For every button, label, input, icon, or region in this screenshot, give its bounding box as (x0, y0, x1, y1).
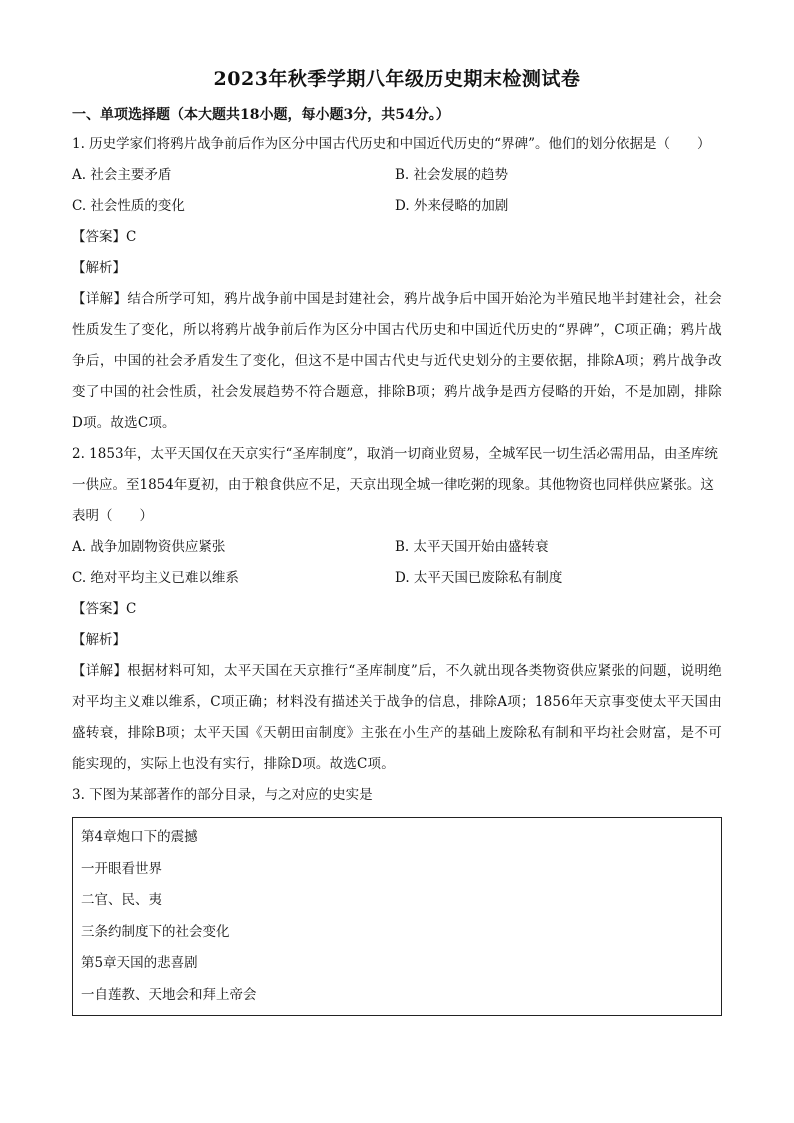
section-heading: 一、单项选择题（本大题共18小题，每小题3分，共54分。） (72, 107, 450, 123)
option-c: C. 绝对平均主义已难以维系 (72, 570, 239, 586)
question-2-stem: 2. 1853年，太平天国仅在天京实行“圣库制度”，取消一切商业贸易，全城军民一切生活必需用品，由圣库统一供应。至1854年夏初，由于粮食供应不足，天京出现全城一律吃粥的现象。其他物资也同样供应紧张。这表明（ ） (72, 446, 718, 524)
toc-line: 一开眼看世界 (81, 860, 162, 877)
question-1 (72, 133, 722, 439)
question-3-stem: 3. 下图为某部著作的部分目录，与之对应的史实是 (72, 787, 373, 803)
answer-label: 【答案】C (72, 229, 137, 245)
answer-label: 【答案】C (72, 601, 137, 617)
option-d: D. 太平天国已废除私有制度 (395, 570, 563, 586)
table-of-contents-box (72, 817, 722, 1016)
option-b: B. 太平天国开始由盛转衰 (395, 539, 549, 555)
option-b: B. 社会发展的趋势 (395, 167, 509, 183)
question-2 (72, 439, 722, 780)
toc-line: 一自莲教、天地会和拜上帝会 (81, 986, 257, 1003)
option-c: C. 社会性质的变化 (72, 198, 185, 214)
exam-title: 2023年秋季学期八年级历史期末检测试卷 (213, 68, 581, 90)
option-a: A. 社会主要矛盾 (72, 167, 172, 183)
question-3 (72, 780, 722, 1016)
analysis-label: 【解析】 (72, 632, 126, 648)
question-1-stem: 1. 历史学家们将鸦片战争前后作为区分中国古代历史和中国近代历史的“界碑”。他们的划分依据是（ ） (72, 136, 711, 152)
detail-text: 【详解】结合所学可知，鸦片战争前中国是封建社会，鸦片战争后中国开始沦为半殖民地半封建社会，社会性质发生了变化，所以将鸦片战争前后作为区分中国古代历史和中国近代历史的“界碑”，C项正确；鸦片战争后，中国的社会矛盾发生了变化，但这不是中国古代史与近代史划分的主要依据，排除A项；鸦片战争改变了中国的社会性质，社会发展趋势不符合题意，排除B项；鸦片战争是西方侵略的开始，不是加剧，排除D项。故选C项。 (72, 291, 722, 431)
option-d: D. 外来侵略的加剧 (395, 198, 509, 214)
detail-text: 【详解】根据材料可知，太平天国在天京推行“圣库制度”后，不久就出现各类物资供应紧张的问题，说明绝对平均主义难以维系，C项正确；材料没有描述关于战争的信息，排除A项；1856年天京事变使太平天国由盛转衰，排除B项；太平天国《天朝田亩制度》主张在小生产的基础上废除私有制和平均社会财富，是不可能实现的，实际上也没有实行，排除D项。故选C项。 (72, 663, 722, 772)
option-a: A. 战争加剧物资供应紧张 (72, 539, 226, 555)
analysis-label: 【解析】 (72, 260, 126, 276)
toc-line: 二官、民、夷 (81, 892, 162, 908)
question-1-options (72, 160, 722, 222)
toc-line: 三条约制度下的社会变化 (81, 923, 230, 940)
exam-page (72, 66, 722, 1016)
toc-line: 第4章炮口下的震撼 (81, 829, 198, 845)
toc-line: 第5章天国的悲喜剧 (81, 955, 198, 971)
question-2-options (72, 532, 722, 594)
